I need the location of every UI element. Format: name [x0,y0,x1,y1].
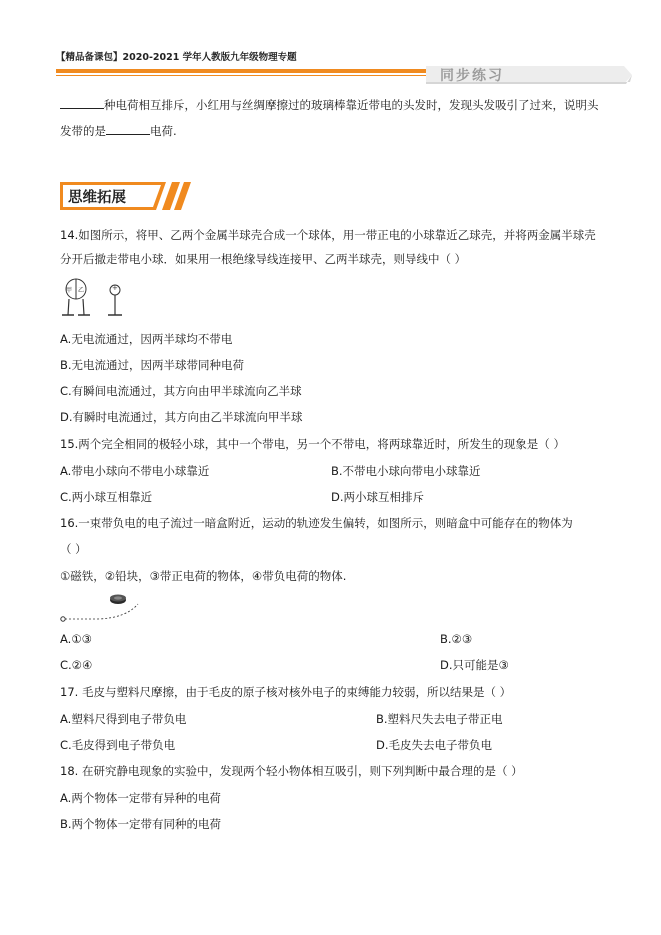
q17-option-a: A.塑料尺得到电子带负电 [60,712,187,726]
q17-option-c: C.毛皮得到电子带负电 [60,738,176,752]
q18-stem: 18. 在研究静电现象的实验中，发现两个轻小物体相互吸引，则下列判断中最合理的是（ ） [60,764,523,778]
q14-stem-1: 14.如图所示，将甲、乙两个金属半球壳合成一个球体，用一带正电的小球靠近乙球壳，并将两金属半球壳 [60,228,596,242]
header-title [56,49,297,63]
q16-option-b: B.②③ [440,632,473,646]
intro-line-2 [60,122,177,139]
answer-blank-1 [60,96,104,109]
q14-fig-label-right: 乙 [78,287,85,294]
q16-option-a: A.①③ [60,632,92,646]
q17-option-b: B.塑料尺失去电子带正电 [376,712,503,726]
intro-text-2b: 电荷. [150,124,177,138]
q18-option-a: A.两个物体一定带有异种的电荷 [60,791,221,805]
q14-figure [60,277,132,321]
q16-stem-1: 16.一束带负电的电子流过一暗盒附近，运动的轨迹发生偏转，如图所示，则暗盒中可能存在的物体为 [60,516,573,530]
header-course: 2020-2021 学年人教版九年级物理专题 [122,52,297,63]
q16-stem-2: （ ） [60,542,87,556]
q15-option-b: B.不带电小球向带电小球靠近 [331,464,481,478]
header-rule-thick [56,69,428,73]
q15-stem: 15.两个完全相同的极轻小球，其中一个带电，另一个不带电，将两球靠近时，所发生的现象是（ ） [60,437,565,451]
section-title: 思维拓展 [68,190,126,206]
header-tag: 【精品备课包】 [56,52,123,63]
intro-text-1: 种电荷相互排斥，小红用与丝绸摩擦过的玻璃棒靠近带电的头发时，发现头发吸引了过来，说明头 [104,98,599,112]
q14-option-a: A.无电流通过，因两半球均不带电 [60,332,233,346]
q14-option-d: D.有瞬时电流通过，其方向由乙半球流向甲半球 [60,410,303,424]
q14-fig-charge: + [112,284,118,292]
q18-option-b: B.两个物体一定带有同种的电荷 [60,817,222,831]
q14-option-c: C.有瞬间电流通过，其方向由甲半球流向乙半球 [60,384,302,398]
q15-option-c: C.两小球互相靠近 [60,490,153,504]
answer-blank-2 [106,122,150,135]
q16-option-c: C.②④ [60,658,93,672]
q16-stem-3: ①磁铁，②铅块，③带正电荷的物体，④带负电荷的物体. [60,569,347,583]
intro-line-1 [60,96,599,113]
q16-option-d: D.只可能是③ [440,658,509,672]
q17-option-d: D.毛皮失去电子带负电 [376,738,493,752]
q14-fig-label-left: 甲 [66,287,73,294]
banner-label: 同步练习 [440,68,504,84]
q14-stem-2: 分开后撤走带电小球．如果用一根绝缘导线连接甲、乙两半球壳，则导线中（ ） [60,252,467,266]
q15-option-d: D.两小球互相排斥 [331,490,425,504]
header-rule-thin [56,75,428,76]
q15-option-a: A.带电小球向不带电小球靠近 [60,464,210,478]
intro-text-2a: 发带的是 [60,124,106,138]
q17-stem: 17. 毛皮与塑料尺摩擦，由于毛皮的原子核对核外电子的束缚能力较弱，所以结果是（ ） [60,685,512,699]
q16-figure [60,592,144,626]
q14-option-b: B.无电流通过，因两半球带同种电荷 [60,358,245,372]
